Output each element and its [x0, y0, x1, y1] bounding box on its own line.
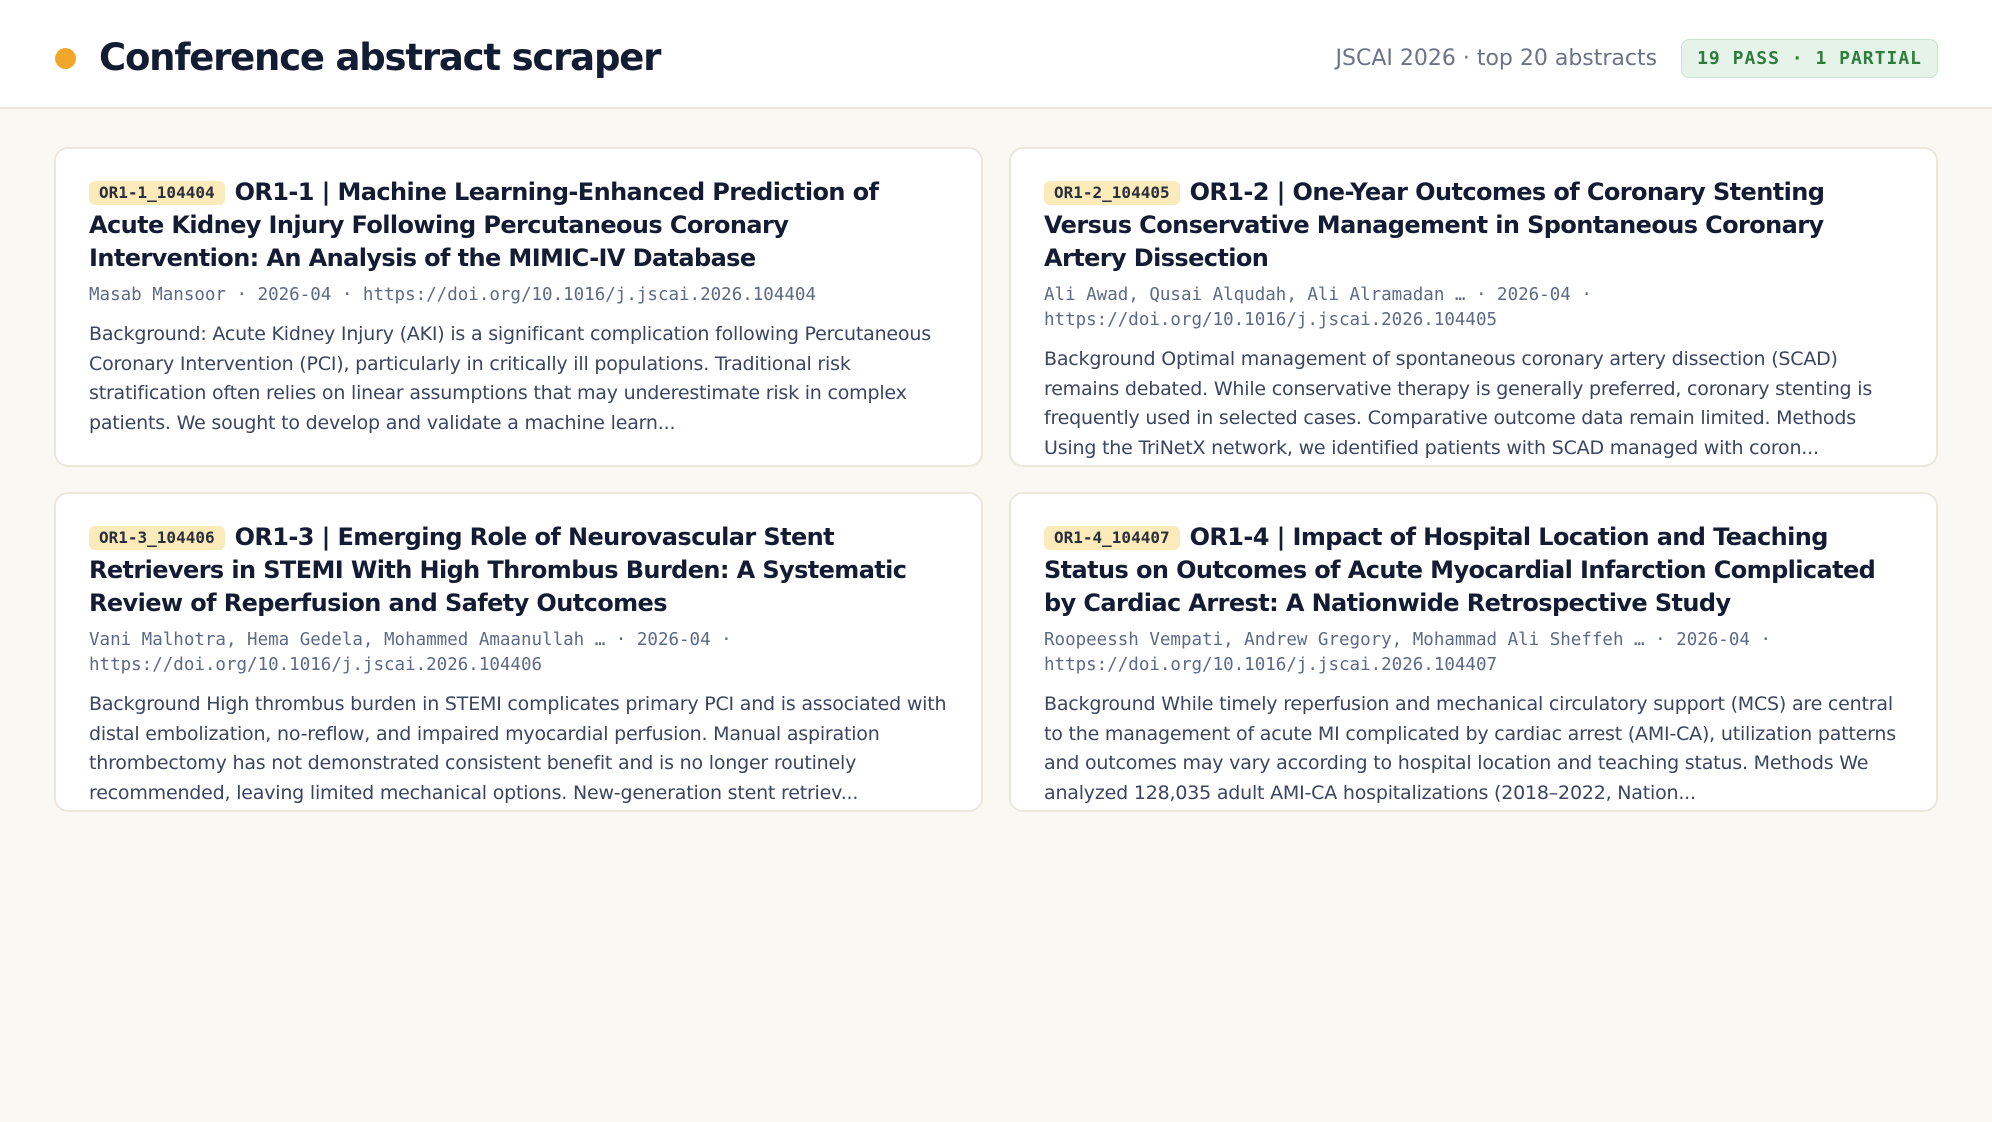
- abstract-title-block: [1044, 521, 1903, 620]
- abstract-meta: Roopeessh Vempati, Andrew Gregory, Mohammad Ali Sheffeh … · 2026-04 · https://doi.org/10.1016/j.jscai.2026.104407: [1044, 630, 1771, 675]
- abstract-card[interactable]: [54, 147, 983, 467]
- abstract-meta: Vani Malhotra, Hema Gedela, Mohammed Amaanullah … · 2026-04 · https://doi.org/10.1016/j.jscai.2026.104406: [89, 630, 732, 675]
- abstract-title[interactable]: OR1-4 | Impact of Hospital Location and Teaching Status on Outcomes of Acute Myocardial Infarction Complicated by Cardiac Arrest: A Nationwide Retrospective Study: [1044, 523, 1876, 617]
- app-title: Conference abstract scraper: [99, 36, 661, 79]
- abstract-snippet: Background High thrombus burden in STEMI complicates primary PCI and is associated with distal embolization, no-reflow, and impaired myocardial perfusion. Manual aspiration thrombectomy has not demonstrated consistent benefit and is no longer routinely recommended, leaving limited mechanical options. New-generation stent retriev...: [89, 693, 947, 804]
- status-dot-icon: [55, 48, 76, 69]
- abstract-id-chip: OR1-2_104405: [1044, 181, 1180, 205]
- run-subtitle: JSCAI 2026 · top 20 abstracts: [1335, 45, 1658, 71]
- abstract-snippet: Background Optimal management of spontaneous coronary artery dissection (SCAD) remains debated. While conservative therapy is generally preferred, coronary stenting is frequently used in selected cases. Comparative outcome data remain limited. Methods Using the TriNetX network, we identified patients with SCAD managed with coron...: [1044, 348, 1873, 459]
- abstract-meta: Masab Mansoor · 2026-04 · https://doi.org/10.1016/j.jscai.2026.104404: [89, 285, 816, 305]
- abstract-snippet: Background: Acute Kidney Injury (AKI) is a significant complication following Percutaneous Coronary Intervention (PCI), particularly in critically ill populations. Traditional risk stratification often relies on linear assumptions that may underestimate risk in complex patients. We sought to develop and validate a machine learn...: [89, 323, 931, 434]
- header-meta: [1336, 38, 1939, 78]
- abstract-snippet: Background While timely reperfusion and mechanical circulatory support (MCS) are central to the management of acute MI complicated by cardiac arrest (AMI-CA), utilization patterns and outcomes may vary according to hospital location and teaching status. Methods We analyzed 128,035 adult AMI-CA hospitalizations (2018–2022, Nation...: [1044, 693, 1896, 804]
- abstract-title[interactable]: OR1-2 | One-Year Outcomes of Coronary Stenting Versus Conservative Management in Spontaneous Coronary Artery Dissection: [1044, 178, 1825, 272]
- abstract-title[interactable]: OR1-1 | Machine Learning-Enhanced Prediction of Acute Kidney Injury Following Percutaneous Coronary Intervention: An Analysis of the MIMIC-IV Database: [89, 178, 879, 272]
- abstract-title-block: [89, 176, 948, 275]
- abstract-title[interactable]: OR1-3 | Emerging Role of Neurovascular Stent Retrievers in STEMI With High Thrombus Burden: A Systematic Review of Reperfusion and Safety Outcomes: [89, 523, 907, 617]
- abstract-title-block: [1044, 176, 1903, 275]
- abstract-id-chip: OR1-4_104407: [1044, 526, 1180, 550]
- pass-status-badge: 19 PASS · 1 PARTIAL: [1681, 39, 1938, 78]
- abstract-grid: [54, 147, 1938, 812]
- abstract-meta: Ali Awad, Qusai Alqudah, Ali Alramadan … · 2026-04 · https://doi.org/10.1016/j.jscai.2026.104405: [1044, 285, 1592, 330]
- abstract-card[interactable]: [1009, 492, 1938, 812]
- abstract-id-chip: OR1-3_104406: [89, 526, 225, 550]
- abstract-title-block: [89, 521, 948, 620]
- app-header: [0, 0, 1992, 109]
- abstract-id-chip: OR1-1_104404: [89, 181, 225, 205]
- abstract-card[interactable]: [1009, 147, 1938, 467]
- abstract-card[interactable]: [54, 492, 983, 812]
